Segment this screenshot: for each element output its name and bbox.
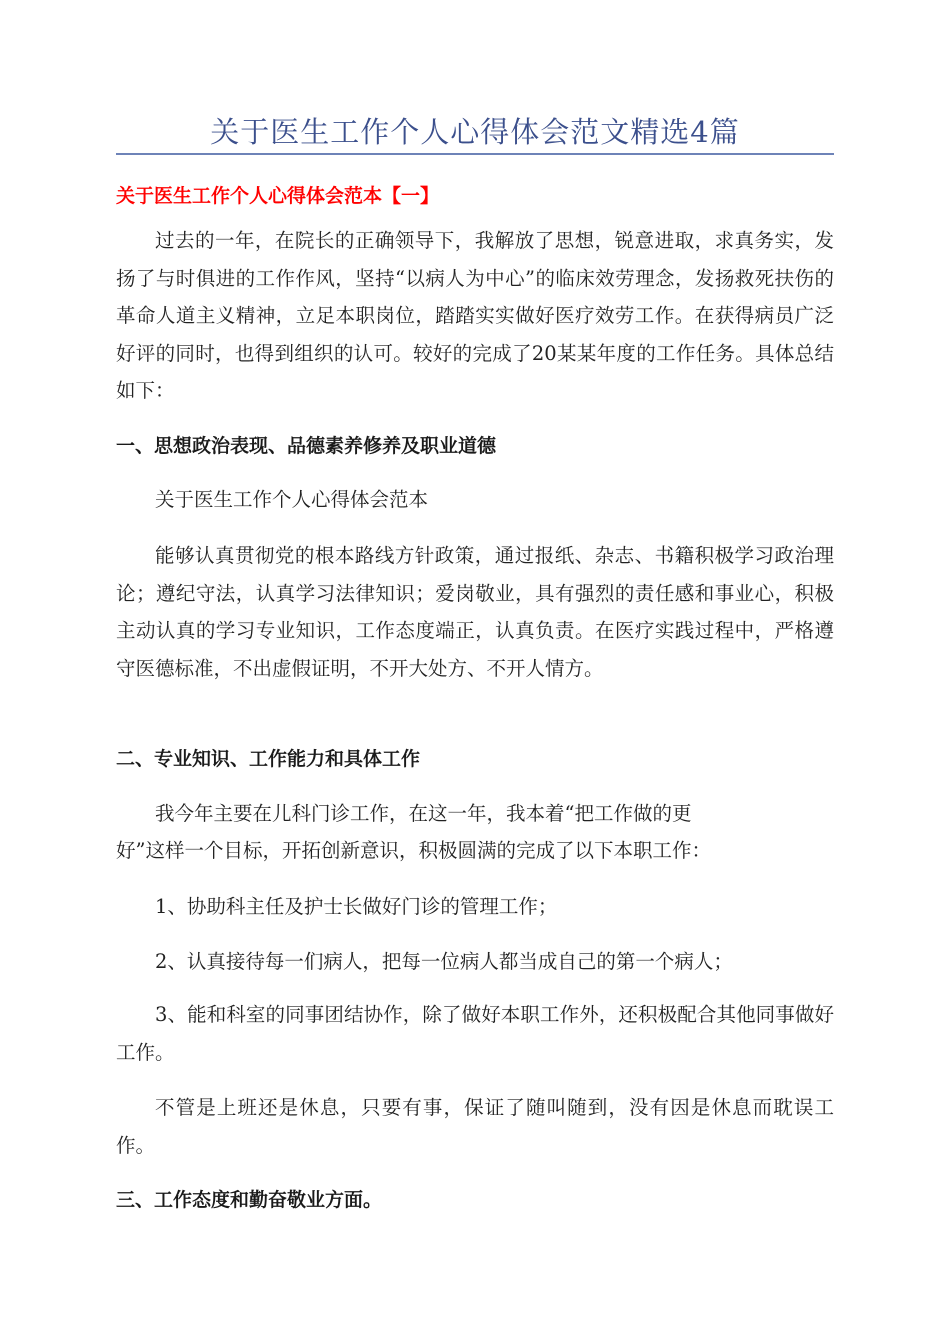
- paragraph-on-call: 不管是上班还是休息，只要有事，保证了随叫随到，没有因是休息而耽误工作。: [116, 1096, 834, 1157]
- list-item-1: 1、协助科主任及护士长做好门诊的管理工作；: [155, 895, 558, 918]
- heading-attitude: 三、工作态度和勤奋敬业方面。: [116, 1189, 383, 1211]
- paragraph-intro: 过去的一年，在院长的正确领导下，我解放了思想，锐意进取，求真务实，发扬了与时俱进的工作作风，坚持“以病人为中心”的临床效劳理念，发扬救死扶伤的革命人道主义精神，立足本职岗位，踏踏实实做好医疗效劳工作。在获得病员广泛好评的同时，也得到组织的认可。较好的完成了20某某年度的工作任务。具体总结如下：: [116, 229, 834, 402]
- paragraph-subtitle: 关于医生工作个人心得体会范本: [155, 488, 429, 511]
- list-item-3: 3、能和科室的同事团结协作，除了做好本职工作外，还积极配合其他同事做好工作。: [116, 1003, 834, 1064]
- paragraph-work-line2: 好”这样一个目标，开拓创新意识，积极圆满的完成了以下本职工作：: [116, 839, 711, 862]
- paragraph-work-line1: 我今年主要在儿科门诊工作，在这一年，我本着“把工作做的更: [155, 802, 692, 825]
- heading-professional: 二、专业知识、工作能力和具体工作: [116, 748, 421, 770]
- document-title: 关于医生工作个人心得体会范文精选4篇: [210, 115, 740, 149]
- heading-political: 一、思想政治表现、品德素养修养及职业道德: [116, 435, 497, 457]
- section-heading-1: 关于医生工作个人心得体会范本【一】: [116, 185, 440, 207]
- paragraph-political: 能够认真贯彻党的根本路线方针政策，通过报纸、杂志、书籍积极学习政治理论；遵纪守法，认真学习法律知识；爱岗敬业，具有强烈的责任感和事业心，积极主动认真的学习专业知识，工作态度端正，认真负责。在医疗实践过程中，严格遵守医德标准，不出虚假证明，不开大处方、不开人情方。: [116, 544, 834, 680]
- list-item-2: 2、认真接待每一们病人，把每一位病人都当成自己的第一个病人；: [155, 950, 733, 973]
- title-underline: [116, 153, 834, 155]
